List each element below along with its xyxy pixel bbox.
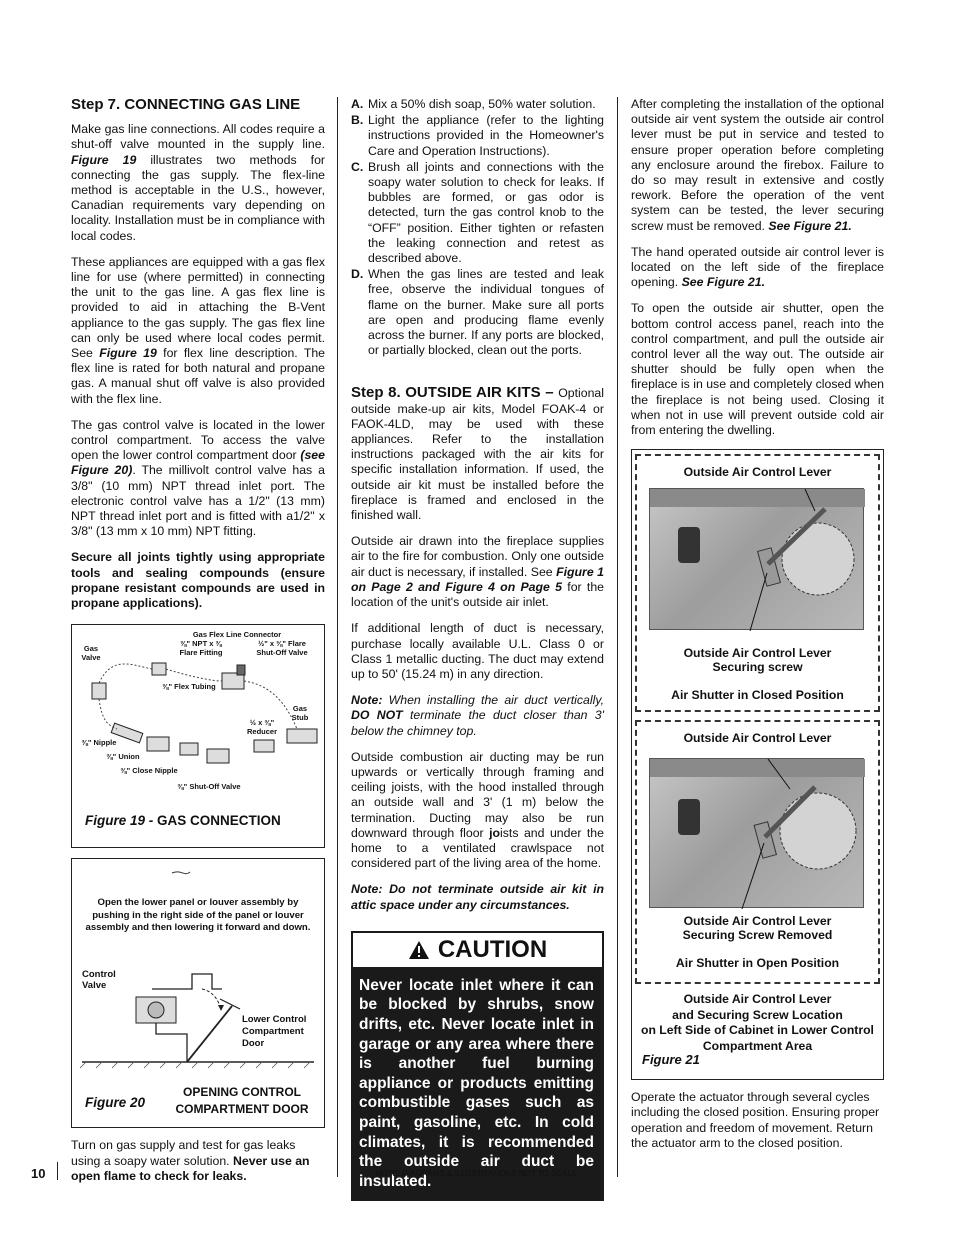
closed-position-label: Air Shutter in Closed Position <box>671 688 844 703</box>
step8-note-2: Note: Do not terminate outside air kit in attic space under any circumstances. <box>351 882 604 912</box>
caution-header <box>353 933 602 969</box>
page-number: 10 <box>31 1166 46 1181</box>
step8-paragraph-1: Step 8. OUTSIDE AIR KITS – Optional outside make-up air kits, Model FOAK-4 or FAOK-4LD, may be used with these appliances. Refer to the installation instructions packaged with the air kits for specific installation information. If used, the outside air kit must be installed before the fireplace is framed and enclosed in the finished wall. <box>351 384 604 523</box>
column-3 <box>631 97 884 1162</box>
outside-air-paragraph-3: To open the outside air shutter, open the bottom control access panel, reach into the control compartment, and pull the outside air control lever all the way out. The outside air shutter should be fully open when the fireplace is in use and completely closed when the fireplace is not being used. Closing it when not in use will prevent outside cold air from entering the dwelling. <box>631 301 884 438</box>
flex-tubing-label: ⅜" Flex Tubing <box>162 682 216 692</box>
caution-title: CAUTION <box>437 935 548 963</box>
figure-20-caption: Figure 20 <box>85 1095 146 1111</box>
nipple-label: ⅜" Nipple <box>81 738 117 748</box>
closed-shutter-photo <box>649 488 864 630</box>
lower-door-label: Lower Control Compartment Door <box>242 1014 307 1050</box>
step7-paragraph-1: Make gas line connections. All codes require a shut-off valve mounted in the supply line. Figure 19 illustrates two methods for connecting the gas supply. The flex-line method is acceptable in the U.S., however, Canadian requirements vary depending on locality. Installation must be in compliance with local codes. <box>71 122 326 243</box>
flex-line-connector-label: Gas Flex Line Connector <box>192 630 282 640</box>
reducer-label: ½ x ⅜" Reducer <box>246 718 277 736</box>
opening-control-door-caption: OPENING CONTROL COMPARTMENT DOOR <box>175 1085 309 1117</box>
gas-supply-test-paragraph: Turn on gas supply and test for gas leaks using a soapy water solution. Never use an open flame to check for leaks. <box>71 1138 310 1183</box>
union-label: ⅜" Union <box>106 752 140 762</box>
npt-flare-fitting-label: ⅜" NPT x ⅜ Flare Fitting <box>179 639 223 657</box>
list-item: C. Brush all joints and connections with the soapy water solution to check for leaks. If bubbles are formed, or gas odor is detected, turn the gas control knob to the “OFF” position. Either tighten or refasten the leaking connection and retest as described above. <box>351 159 604 266</box>
figure-19-caption: Figure 19 - GAS CONNECTION <box>85 813 281 829</box>
shutoff-valve-label: ⅜" Shut-Off Valve <box>177 782 241 792</box>
outside-air-paragraph-1: After completing the installation of the optional outside air vent system the outside air control lever must be put in service and tested to ensure proper operation before completing any enclosure around the firebox. Failure to do so may result in extensive and costly rework. Before the operation of the vent system can be tested, the lever securing screw must be removed. See Figure 21. <box>631 97 884 233</box>
list-item: D. When the gas lines are tested and leak free, observe the individual tongues of flame on the burner. Make sure all ports are open and producing flame evenly across the burner. If any ports are blocked, or partially blocked, clean out the ports. <box>351 267 604 358</box>
step7-paragraph-3: The gas control valve is located in the lower control compartment. To access the valve open the lower control compartment door (see Figure 20). The millivolt control valve has a 3/8" (10 mm) NPT thread inlet port. The electronic control valve has a 1/2" (13 mm) NPT thread inlet port and is fitted with a1/2" x 3/8" (13 mm x 10 mm) NPT fitting. <box>71 417 325 539</box>
lever-location-label: Outside Air Control Lever and Securing Screw Location on Left Side of Cabinet in Lower Control Compartment Area <box>641 992 874 1053</box>
gas-valve-label: Gas Valve <box>81 644 101 662</box>
step8-paragraph-3: If additional length of duct is necessary, purchase locally available U.L. Class 0 or Class 1 metallic ducting. The duct may extend up to 50' (15.24 m) in any direction. <box>351 621 604 681</box>
leak-test-steps <box>351 97 604 358</box>
step8-paragraph-4: Outside combustion air ducting may be run upwards or vertically through framing and ceiling joists, with the hood installed through an outside wall and 3' (1 m) below the termination. Ducting may also be run downward through floor joists and under the home to a ventilated crawlspace not considered part of the living area of the home. <box>351 749 604 871</box>
step7-warning-paragraph: Secure all joints tightly using appropriate tools and sealing compounds (ensure propane resistant compounds are used in propane applications). <box>71 550 325 611</box>
gas-stub-label: Gas Stub <box>291 704 309 722</box>
column-1 <box>71 97 325 1195</box>
flare-shutoff-valve-label: ½" x ⅜" Flare Shut-Off Valve <box>256 639 308 657</box>
column-divider-1 <box>337 97 338 1177</box>
step7-heading: Step 7. CONNECTING GAS LINE <box>71 96 301 113</box>
column-2 <box>351 97 604 1201</box>
fig20-instruction: Open the lower panel or louver assembly by pushing in the right side of the panel or louver assembly and then lowering it forward and down. <box>85 897 311 934</box>
figure-20-control-compartment <box>71 858 325 1128</box>
warning-triangle-icon <box>408 940 430 960</box>
figure-21-caption: Figure 21 <box>642 1052 700 1068</box>
list-item: A. Mix a 50% dish soap, 50% water solution. <box>351 97 596 111</box>
column-divider-2 <box>617 97 618 1177</box>
control-valve-label: Control Valve <box>82 969 116 992</box>
list-item: B. Light the appliance (refer to the lighting instructions provided in the Homeowner's Care and Operation Instructions). <box>351 113 604 158</box>
securing-screw-label: Outside Air Control Lever Securing screw <box>683 646 832 675</box>
close-nipple-label: ⅜" Close Nipple <box>120 766 178 776</box>
top-lever-label: Outside Air Control Lever <box>683 465 832 480</box>
scale-footnote: NOTE: DIAGRAMS & ILLUSTRATIONS NOT TO SCALE. <box>375 1169 580 1178</box>
open-position-label: Air Shutter in Open Position <box>675 956 840 971</box>
lever-label-2: Outside Air Control Lever <box>683 731 832 746</box>
figure-21-air-control-lever <box>631 449 884 1080</box>
step8-note-1: Note: When installing the air duct vertically, DO NOT terminate the duct closer than 3' below the chimney top. <box>351 693 604 738</box>
open-shutter-photo <box>649 758 864 908</box>
step8-paragraph-2: Outside air drawn into the fireplace supplies air to the fire for combustion. Only one outside air duct is necessary, if installed. See Figure 1 on Page 2 and Figure 4 on Page 5 for the location of the unit's outside air inlet. <box>351 534 604 610</box>
column-divider-left <box>57 1162 58 1180</box>
step7-paragraph-2: These appliances are equipped with a gas flex line for use (where permitted) in connecting the unit to the gas line. A gas flex line is provided to aid in attaching the B-Vent appliance to the gas supply. The gas flex line can only be used where local codes permit. See Figure 19 for flex line description. The flex line is rated for both natural and propane gas. A manual shut off valve is also provided with the flex line. <box>71 254 326 406</box>
caution-text: Never locate inlet where it can be blocked by shrubs, snow drifts, etc. Never locate inlet in garage or any area where there is another fuel burning appliance or products emitting combustible gases such as paint, gasoline, etc. In cold climates, it is recommended the outside air duct be insulated. <box>359 976 594 1190</box>
screw-removed-label: Outside Air Control Lever Securing Screw Removed <box>682 914 833 943</box>
outside-air-paragraph-2: The hand operated outside air control lever is located on the left side of the fireplace opening. See Figure 21. <box>631 244 884 290</box>
caution-box <box>351 931 604 1202</box>
step8-heading: Step 8. OUTSIDE AIR KITS – <box>351 384 559 402</box>
actuator-paragraph: Operate the actuator through several cycles including the closed position. Ensuring proper operation and freedom of movement. Return the actuator arm to the closed position. <box>631 1090 880 1150</box>
figure-19-gas-connection <box>71 624 325 848</box>
